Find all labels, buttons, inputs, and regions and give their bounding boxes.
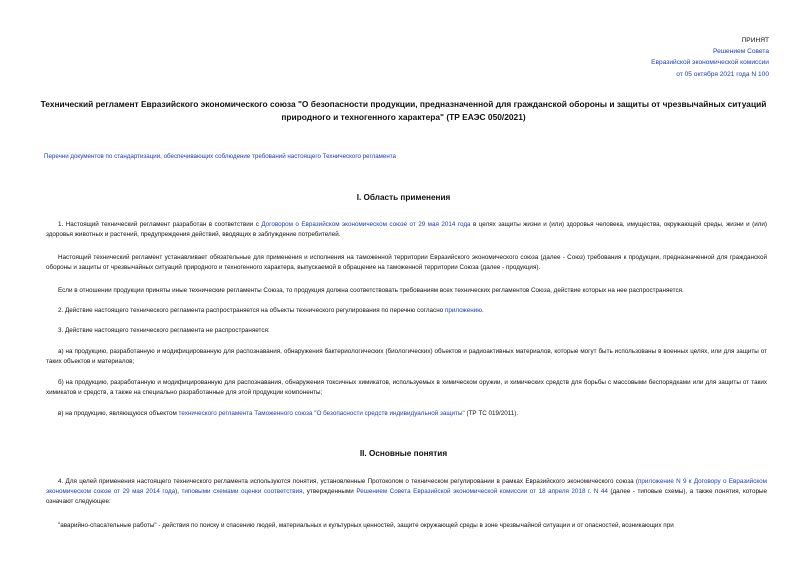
paragraph-9	[46, 477, 767, 506]
paragraph-7: б) на продукцию, разработанную и модифицированную для распознавания, обнаружения токсичных химикатов, используемых в химическом оружии, и химических средств для борьбы с массовыми беспорядками или для защиты от таких химикатов и средств, а также на специально разработанные для этой продукции компоненты;	[46, 379, 767, 396]
tr-ts-019-link[interactable]: технического регламента Таможенного союза "О безопасности средств индивидуальной защиты"	[178, 410, 465, 417]
paragraph-text: в) на продукцию, являющуюся объектом	[58, 410, 179, 417]
document-title: Технический регламент Евразийского экономического союза "О безопасности продукции, предназначенной для гражданской обороны и защиты от чрезвычайных ситуаций природного и техногенного характера" (ТР ЕАЭС 050/2021)	[40, 99, 767, 122]
paragraph-text: ),	[175, 487, 182, 495]
approval-commission-link[interactable]: Евразийской экономической комиссии	[651, 59, 769, 67]
approval-block	[651, 35, 769, 80]
paragraph-4	[46, 306, 767, 316]
standards-list-link[interactable]: Перечни документов по стандартизации, обеспечивающих соблюдение требований настоящего Технического регламента	[44, 153, 396, 160]
paragraph-6: а) на продукцию, разработанную и модифицированную для распознавания, обнаружения бактериологических (биологических) объектов и радиоактивных материалов, которые могут быть использованы в военных целях, или для защиты от таких объектов и материалов;	[46, 348, 767, 365]
appendix-link[interactable]: приложению	[444, 307, 482, 314]
approval-decision-link[interactable]: Решением Совета	[712, 48, 769, 56]
paragraph-text: 4. Для целей применения настоящего технического регламента используются понятия, установленные Протоколом о техническом регулировании в рамках Евразийского экономического союза (	[58, 478, 639, 485]
approval-date-link[interactable]: от 05 октября 2021 года N 100	[676, 70, 769, 78]
paragraph-text: .	[481, 307, 484, 314]
protocol-appendix-link[interactable]: приложение N 9 к Договору о Евразийском экономическом союзе от 29 мая 2014 года	[46, 478, 767, 495]
paragraph-text: в целях защиты жизни и (или) здоровья человека, имущества, окружающей среды, жизни и (или) здоровья животных и растений, предупреждения действий, вводящих в заблуждение потребителей.	[46, 221, 768, 238]
paragraph-5: 3. Действие настоящего технического регламента не распространяется:	[58, 327, 270, 334]
council-decision-link[interactable]: Решением Совета Евразийской экономической комиссии от 18 апреля 2018 г. N 44	[356, 487, 608, 495]
paragraph-text: 2. Действие настоящего технического регламента распространяется на объекты технического регулирования по перечню согласно	[58, 307, 445, 314]
paragraph-3: Если в отношении продукции приняты иные технические регламенты Союза, то продукция должна соответствовать требованиям всех технических регламентов Союза, действие которых на нее распространяется.	[58, 287, 684, 294]
approval-status: ПРИНЯТ	[741, 37, 769, 44]
paragraph-2: Настоящий технический регламент устанавливает обязательные для применения и исполнения на таможенной территории Евразийского экономического союза (далее - Союз) требования к продукции, предназначенной для гражданской обороны и защиты от чрезвычайных ситуаций природного и техногенного характера, выпускаемой в обращение на таможенной территории Союза (далее - продукция).	[46, 254, 767, 271]
paragraph-text: , утвержденными	[302, 487, 357, 495]
typical-schemes-link[interactable]: типовыми схемами оценки соответствия	[181, 487, 303, 495]
section-2-heading: II. Основные понятия	[359, 449, 448, 458]
paragraph-text: (ТР ТС 019/2011).	[464, 410, 519, 417]
paragraph-10: "аварийно-спасательные работы" - действия по поиску и спасению людей, материальных и культурных ценностей, защите окружающей среды в зоне чрезвычайной ситуации и от опасностей, возникающих при	[58, 522, 674, 529]
paragraph-text: (далее - типовые схемы), а также понятия, которые означают следующее:	[46, 487, 767, 505]
paragraph-8	[46, 409, 767, 419]
paragraph-text: 1. Настоящий технический регламент разработан в соответствии с	[58, 221, 262, 228]
treaty-link[interactable]: Договором о Евразийском экономическом союзе от 29 мая 2014 года	[261, 221, 471, 228]
paragraph-1	[46, 220, 767, 240]
section-1-heading: I. Область применения	[356, 193, 451, 202]
